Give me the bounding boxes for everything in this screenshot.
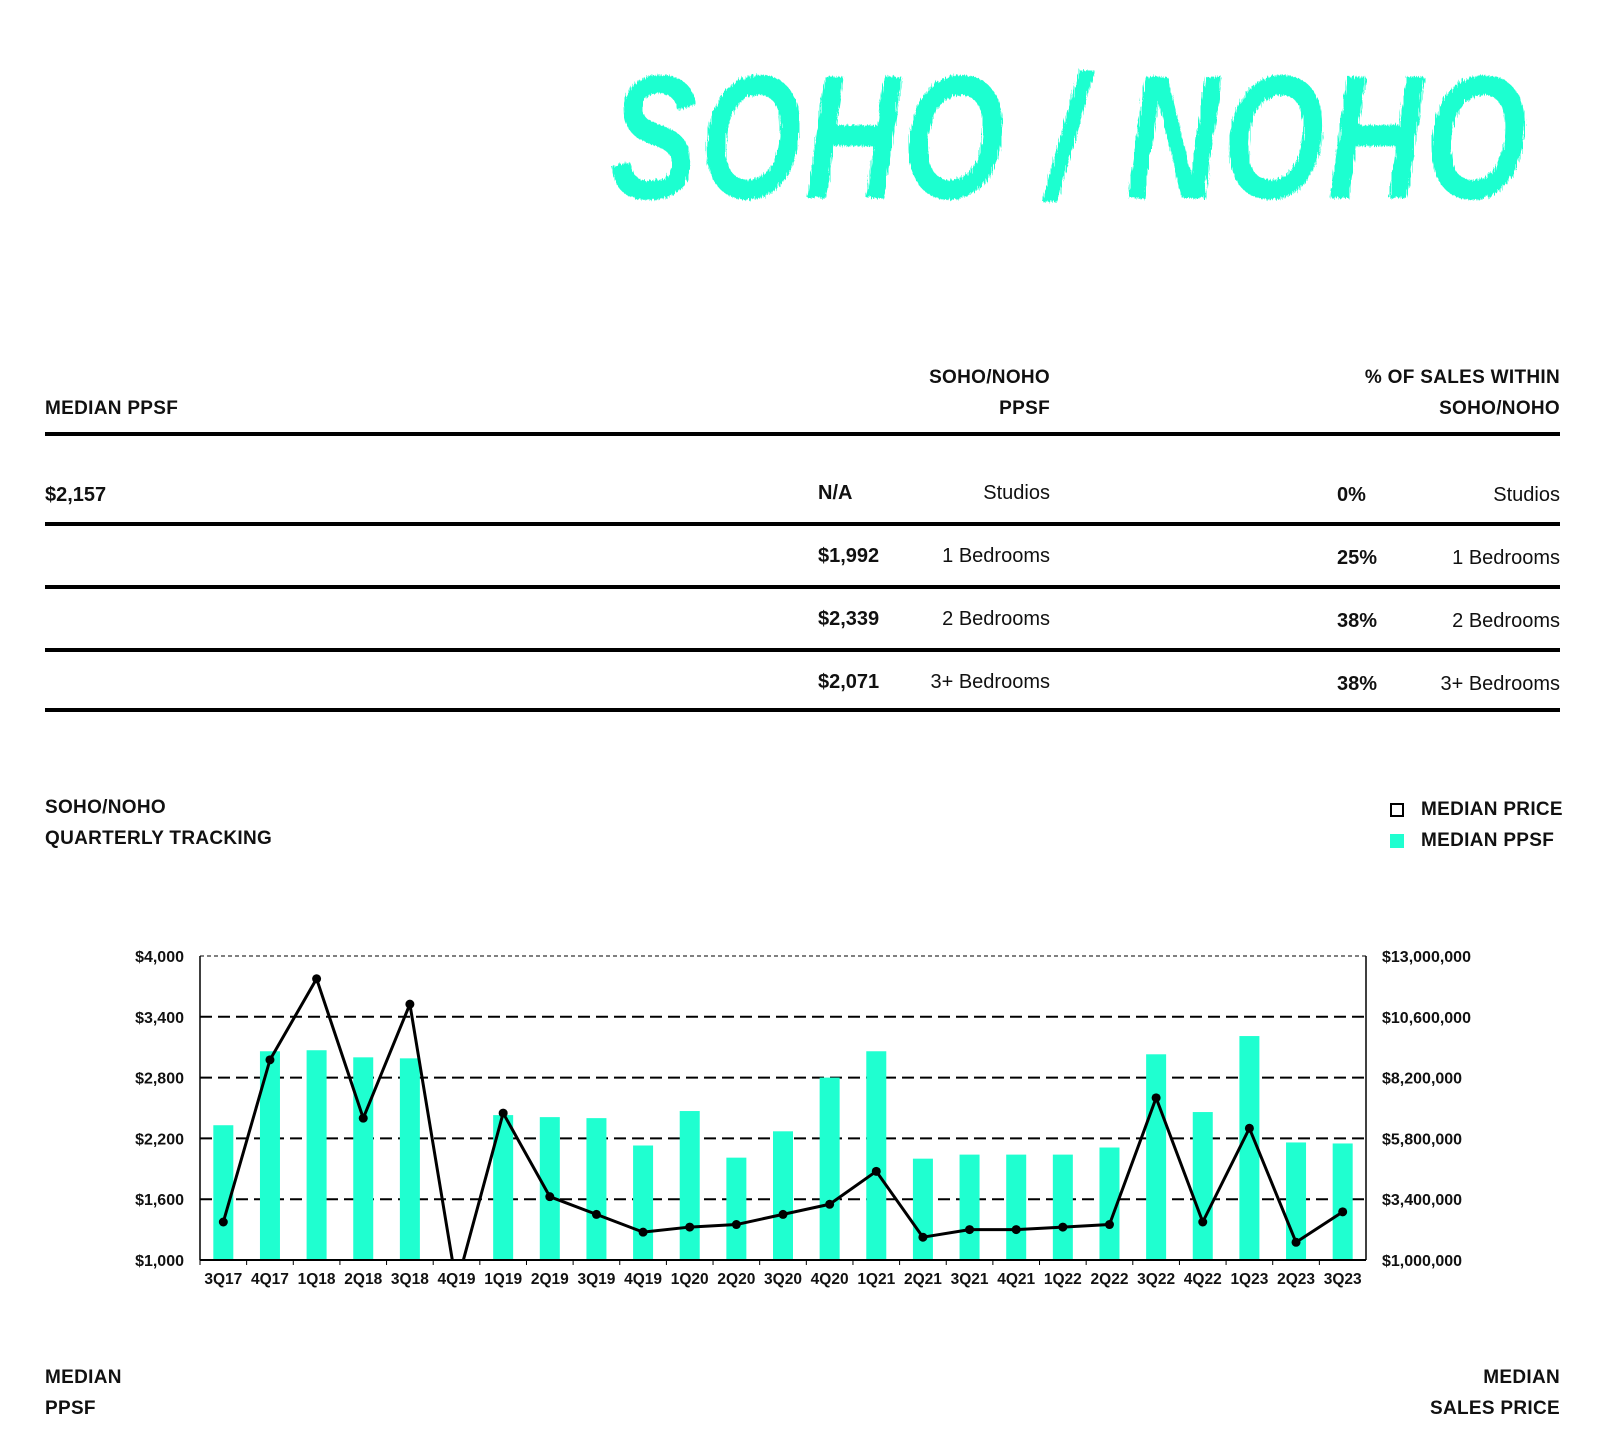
footer-right-label [1300,1362,1560,1424]
header-mid-line1: SOHO/NOHO [929,367,1050,388]
bar-median-ppsf [866,1051,886,1260]
header-rule [45,432,1560,436]
y-tick-label-right: $1,000,000 [1382,1253,1463,1270]
bar-median-ppsf [586,1118,606,1260]
y-tick-label-right: $13,000,000 [1382,949,1471,966]
point-median-price [499,1109,508,1118]
point-median-price [779,1210,788,1219]
y-tick-label-right: $3,400,000 [1382,1192,1463,1210]
point-median-price [965,1225,974,1234]
x-tick-label: 2Q18 [344,1271,383,1288]
point-median-price [918,1233,927,1242]
row-ppsf: $2,071 [818,671,880,693]
header-median-ppsf: MEDIAN PPSF [45,398,179,419]
footer-right-line1: MEDIAN [1483,1367,1560,1388]
footer-left-label [45,1362,122,1424]
bar-median-ppsf [633,1145,653,1260]
y-tick-label-left: $1,600 [135,1192,184,1210]
y-tick-label-right: $10,600,000 [1382,1009,1471,1027]
row-type: 2 Bedrooms [942,608,1050,630]
bar-median-ppsf [400,1058,420,1260]
x-tick-label: 1Q21 [857,1271,896,1288]
x-tick-label: 1Q23 [1230,1271,1269,1288]
row-ppsf: $2,339 [818,608,880,630]
y-tick-label-left: $2,800 [135,1070,184,1088]
footer-left-line2: PPSF [45,1398,96,1419]
x-tick-label: 1Q20 [670,1271,709,1288]
x-tick-label: 4Q22 [1183,1271,1222,1288]
x-tick-label: 3Q18 [390,1271,429,1288]
legend-ppsf-label: MEDIAN PPSF [1421,830,1555,851]
bar-median-ppsf [1053,1155,1073,1260]
x-tick-label: 1Q18 [297,1271,336,1288]
x-tick-label: 3Q19 [577,1271,616,1288]
point-median-price [359,1114,368,1123]
legend-ppsf-swatch [1390,834,1404,848]
y-tick-label-right: $8,200,000 [1382,1070,1463,1088]
x-tick-label: 4Q19 [624,1271,663,1288]
bar-median-ppsf [960,1155,980,1260]
x-tick-label: 2Q20 [717,1271,756,1288]
x-tick-label: 3Q17 [204,1271,243,1288]
x-tick-label: 4Q17 [250,1271,289,1288]
y-tick-label-left: $3,400 [135,1009,184,1027]
overall-median-ppsf: $2,157 [45,484,107,506]
bar-median-ppsf [726,1158,746,1260]
header-soho-noho-ppsf [820,362,1050,424]
y-tick-label-right: $5,800,000 [1382,1131,1463,1149]
x-tick-label: 3Q22 [1137,1271,1176,1288]
row-type-right: 3+ Bedrooms [1440,673,1560,695]
bar-median-ppsf [1193,1112,1213,1260]
point-median-price [1198,1218,1207,1227]
row-ppsf: N/A [818,482,853,504]
x-tick-label: 2Q19 [530,1271,569,1288]
x-tick-label: 2Q22 [1090,1271,1129,1288]
bar-median-ppsf [307,1050,327,1260]
row-type-right: 2 Bedrooms [1452,610,1560,632]
point-median-price [1152,1093,1161,1102]
row-rule [45,648,1560,652]
row-pct: 38% [1337,673,1378,695]
row-type-right: Studios [1493,484,1560,506]
row-pct: 0% [1337,484,1366,506]
point-median-price [1245,1124,1254,1133]
bar-median-ppsf [1333,1143,1353,1260]
row-type: 1 Bedrooms [942,545,1050,567]
legend-price-swatch [1390,803,1404,817]
x-tick-label: 2Q23 [1277,1271,1316,1288]
point-median-price [1338,1207,1347,1216]
row-pct: 25% [1337,547,1378,569]
x-tick-label: 3Q20 [764,1271,802,1288]
legend-price-label: MEDIAN PRICE [1421,799,1563,820]
footer-right-line2: SALES PRICE [1430,1398,1560,1419]
bar-median-ppsf [820,1078,840,1260]
x-tick-label: 1Q19 [484,1271,523,1288]
x-tick-label: 1Q22 [1043,1271,1082,1288]
row-pct: 38% [1337,610,1378,632]
bar-median-ppsf [680,1111,700,1260]
section-title-line1: SOHO/NOHO [45,797,166,818]
point-median-price [405,1000,414,1009]
bar-median-ppsf [773,1131,793,1260]
x-tick-label: 4Q21 [997,1271,1036,1288]
point-median-price [639,1228,648,1237]
row-type-right: 1 Bedrooms [1452,547,1560,569]
point-median-price [872,1167,881,1176]
title-text: SOHO / NOHO [610,40,1530,230]
point-median-price [219,1218,228,1227]
y-tick-label-left: $2,200 [135,1131,184,1149]
point-median-price [732,1220,741,1229]
point-median-price [1105,1220,1114,1229]
point-median-price [825,1200,834,1209]
row-type: Studios [983,482,1050,504]
footer-left-line1: MEDIAN [45,1367,122,1388]
x-tick-label: 3Q23 [1323,1271,1362,1288]
header-right-line2: SOHO/NOHO [1439,398,1560,419]
point-median-price [592,1210,601,1219]
y-tick-label-left: $1,000 [135,1253,184,1270]
header-mid-line2: PPSF [999,398,1050,419]
row-ppsf: $1,992 [818,545,880,567]
title-logo [600,30,1560,230]
bar-median-ppsf [353,1057,373,1260]
section-title [45,792,272,854]
bar-median-ppsf [913,1159,933,1260]
point-median-price [1012,1225,1021,1234]
point-median-price [265,1055,274,1064]
header-right-line1: % OF SALES WITHIN [1364,367,1560,388]
x-tick-label: 4Q19 [437,1271,476,1288]
x-tick-label: 4Q20 [810,1271,849,1288]
row-rule [45,708,1560,712]
point-median-price [312,974,321,983]
point-median-price [685,1223,694,1232]
header-pct-sales [1260,362,1560,424]
point-median-price [1058,1223,1067,1232]
point-median-price [545,1192,554,1201]
y-tick-label-left: $4,000 [135,949,184,966]
bar-median-ppsf [1146,1054,1166,1260]
bar-median-ppsf [1006,1155,1026,1260]
row-rule [45,585,1560,589]
row-rule [45,522,1560,526]
section-title-line2: QUARTERLY TRACKING [45,828,273,849]
x-tick-label: 2Q21 [903,1271,942,1288]
bar-median-ppsf [540,1117,560,1260]
point-median-price [1292,1238,1301,1247]
quarterly-tracking-chart [0,920,1600,1300]
row-type: 3+ Bedrooms [930,671,1050,693]
x-tick-label: 3Q21 [950,1271,989,1288]
